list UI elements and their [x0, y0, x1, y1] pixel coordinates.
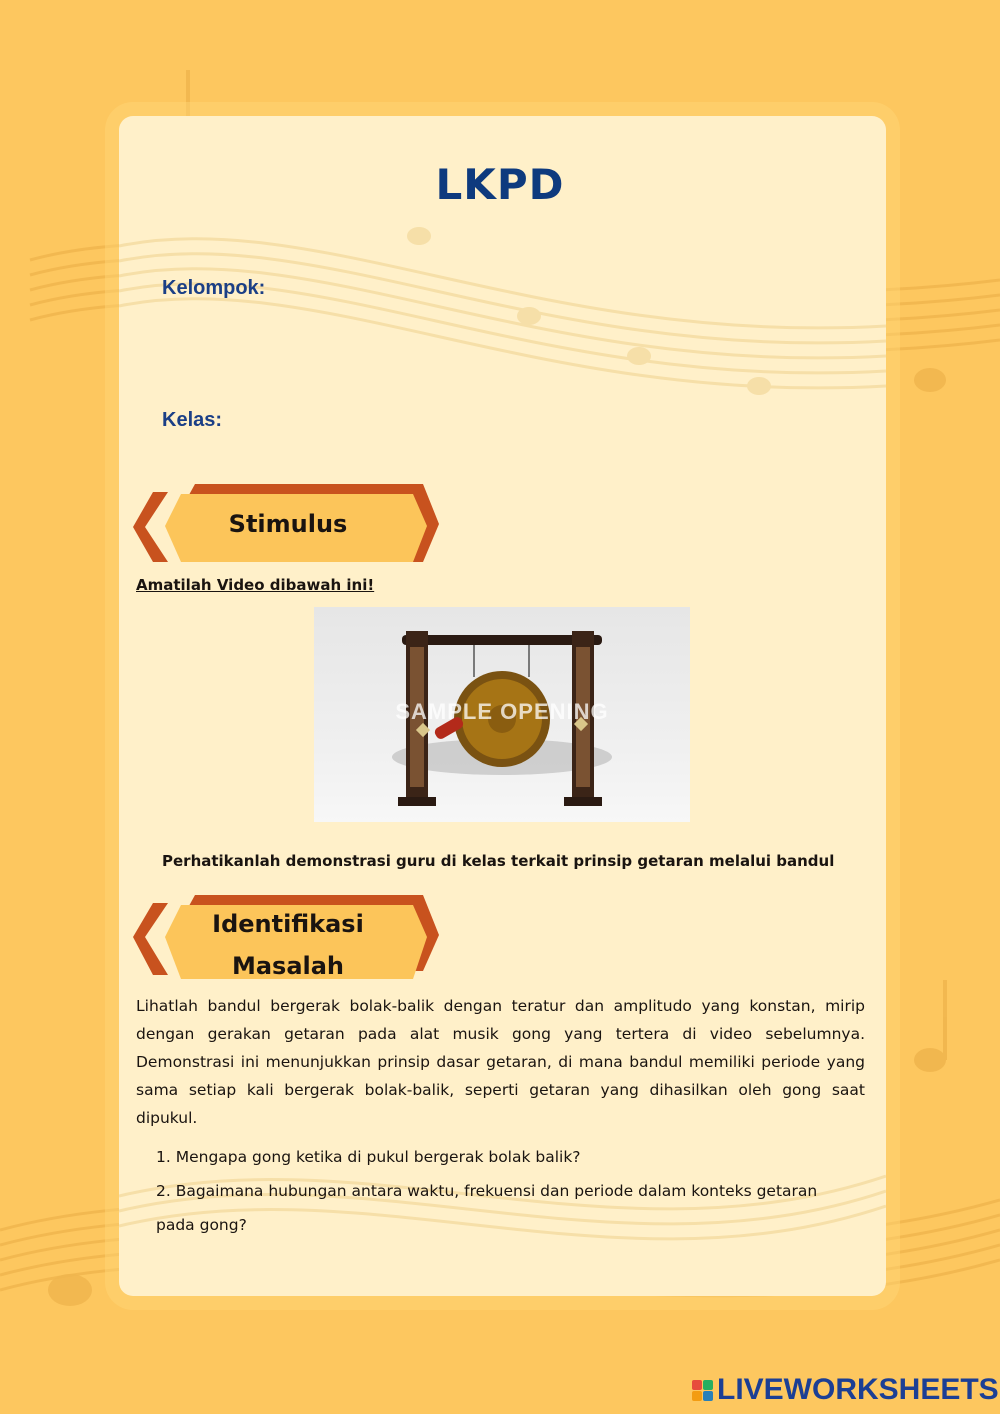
- logo-square-4: [703, 1391, 713, 1401]
- problem-identification-banner: [133, 895, 443, 979]
- brand-name: LIVEWORKSHEETS: [717, 1373, 999, 1406]
- logo-square-2: [703, 1380, 713, 1390]
- problem-heading: [163, 903, 413, 987]
- group-label: Kelompok:: [162, 277, 266, 299]
- video-instruction: Amatilah Video dibawah ini!: [136, 576, 375, 594]
- logo-square-1: [692, 1380, 702, 1390]
- problem-heading-line1: Identifikasi: [212, 910, 364, 938]
- class-label: Kelas:: [162, 409, 223, 431]
- question-list: [156, 1140, 856, 1242]
- liveworksheets-brand[interactable]: [692, 1373, 999, 1407]
- problem-heading-line2: Masalah: [231, 952, 345, 980]
- video-watermark: SAMPLE OPENING: [395, 699, 609, 724]
- gong-video[interactable]: [314, 607, 690, 822]
- question-item-2: 2. Bagaimana hubungan antara waktu, frekuensi dan periode dalam konteks getaran pada gong?: [156, 1182, 818, 1234]
- liveworksheets-logo-icon: [692, 1380, 713, 1401]
- stimulus-heading: Stimulus: [228, 510, 348, 538]
- stimulus-banner: [133, 484, 443, 570]
- page-title: LKPD: [435, 160, 565, 209]
- question-item-1: 1. Mengapa gong ketika di pukul bergerak bolak balik?: [156, 1148, 581, 1166]
- demo-instruction: Perhatikanlah demonstrasi guru di kelas terkait prinsip getaran melalui bandul: [162, 852, 835, 870]
- problem-paragraph: Lihatlah bandul bergerak bolak-balik dengan teratur dan amplitudo yang konstan, mirip dengan gerakan getaran pada alat musik gong yang tertera di video sebelumnya. Demonstrasi ini menunjukkan prinsip dasar getaran, di mana bandul memiliki periode yang sama setiap kali bergerak bolak-balik, seperti getaran yang dihasilkan oleh gong saat dipukul.: [136, 997, 865, 1127]
- logo-square-3: [692, 1391, 702, 1401]
